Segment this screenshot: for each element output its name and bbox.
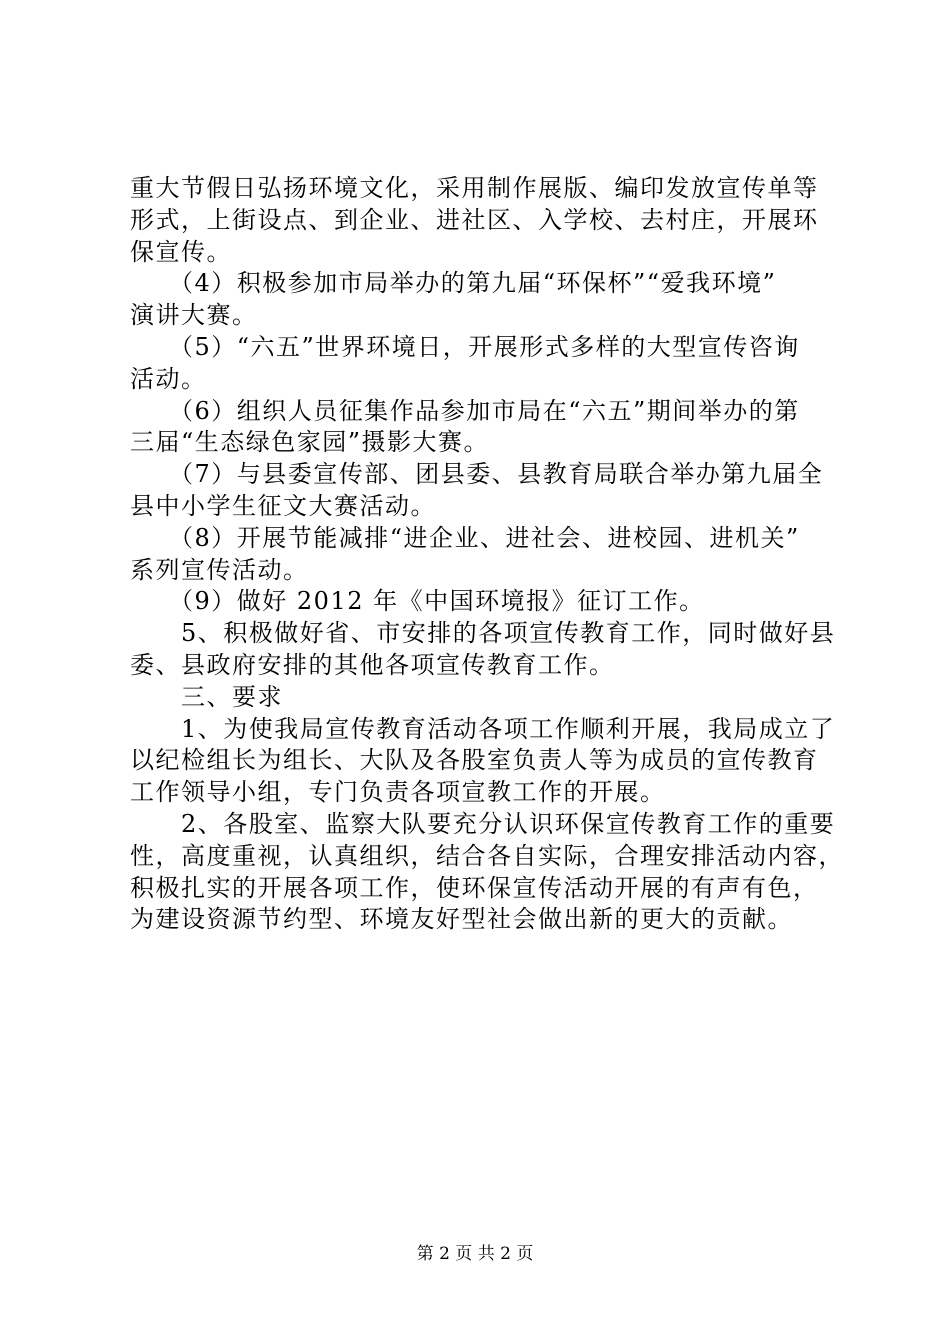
text-line: （5）“六五”世界环境日，开展形式多样的大型宣传咨询 — [130, 332, 800, 361]
text-line: 以纪检组长为组长、大队及各股室负责人等为成员的宣传教育 — [130, 746, 819, 775]
page-footer: 第 2 页 共 2 页 — [416, 1244, 534, 1264]
text-line: （4）积极参加市局举办的第九届“环保杯”“爱我环境” — [130, 269, 777, 298]
text-line: 性，高度重视，认真组织，结合各自实际，合理安排活动内容， — [130, 841, 844, 870]
text-line: 系列宣传活动。 — [130, 555, 309, 584]
text-line: （8）开展节能减排“进企业、进社会、进校园、进机关” — [130, 523, 800, 552]
section-heading: 三、要求 — [130, 682, 283, 711]
text-line: 积极扎实的开展各项工作，使环保宣传活动开展的有声有色， — [130, 873, 819, 902]
text-line: 三届“生态绿色家园”摄影大赛。 — [130, 428, 490, 457]
text-line: 保宣传。 — [130, 237, 232, 266]
text-line: 县中小学生征文大赛活动。 — [130, 491, 436, 520]
document-body — [130, 173, 844, 936]
text-line: 1、为使我局宣传教育活动各项工作顺利开展，我局成立了 — [130, 714, 836, 743]
text-line: 重大节假日弘扬环境文化，采用制作展版、编印发放宣传单等 — [130, 174, 819, 202]
text-line: （9）做好 2012 年《中国环境报》征订工作。 — [130, 587, 705, 616]
text-line: 委、县政府安排的其他各项宣传教育工作。 — [130, 650, 615, 679]
text-line: （6）组织人员征集作品参加市局在“六五”期间举办的第 — [130, 396, 800, 425]
text-line: （7）与县委宣传部、团县委、县教育局联合举办第九届全 — [130, 460, 824, 489]
text-line: 2、各股室、监察大队要充分认识环保宣传教育工作的重要 — [130, 809, 836, 838]
text-line: 工作领导小组，专门负责各项宣教工作的开展。 — [130, 778, 666, 807]
text-line: 5、积极做好省、市安排的各项宣传教育工作，同时做好县 — [130, 619, 836, 648]
text-line: 为建设资源节约型、环境友好型社会做出新的更大的贡献。 — [130, 905, 793, 934]
text-line: 演讲大赛。 — [130, 301, 258, 330]
text-line: 形式，上街设点、到企业、进社区、入学校、去村庄，开展环 — [130, 205, 819, 234]
text-line: 活动。 — [130, 364, 207, 393]
